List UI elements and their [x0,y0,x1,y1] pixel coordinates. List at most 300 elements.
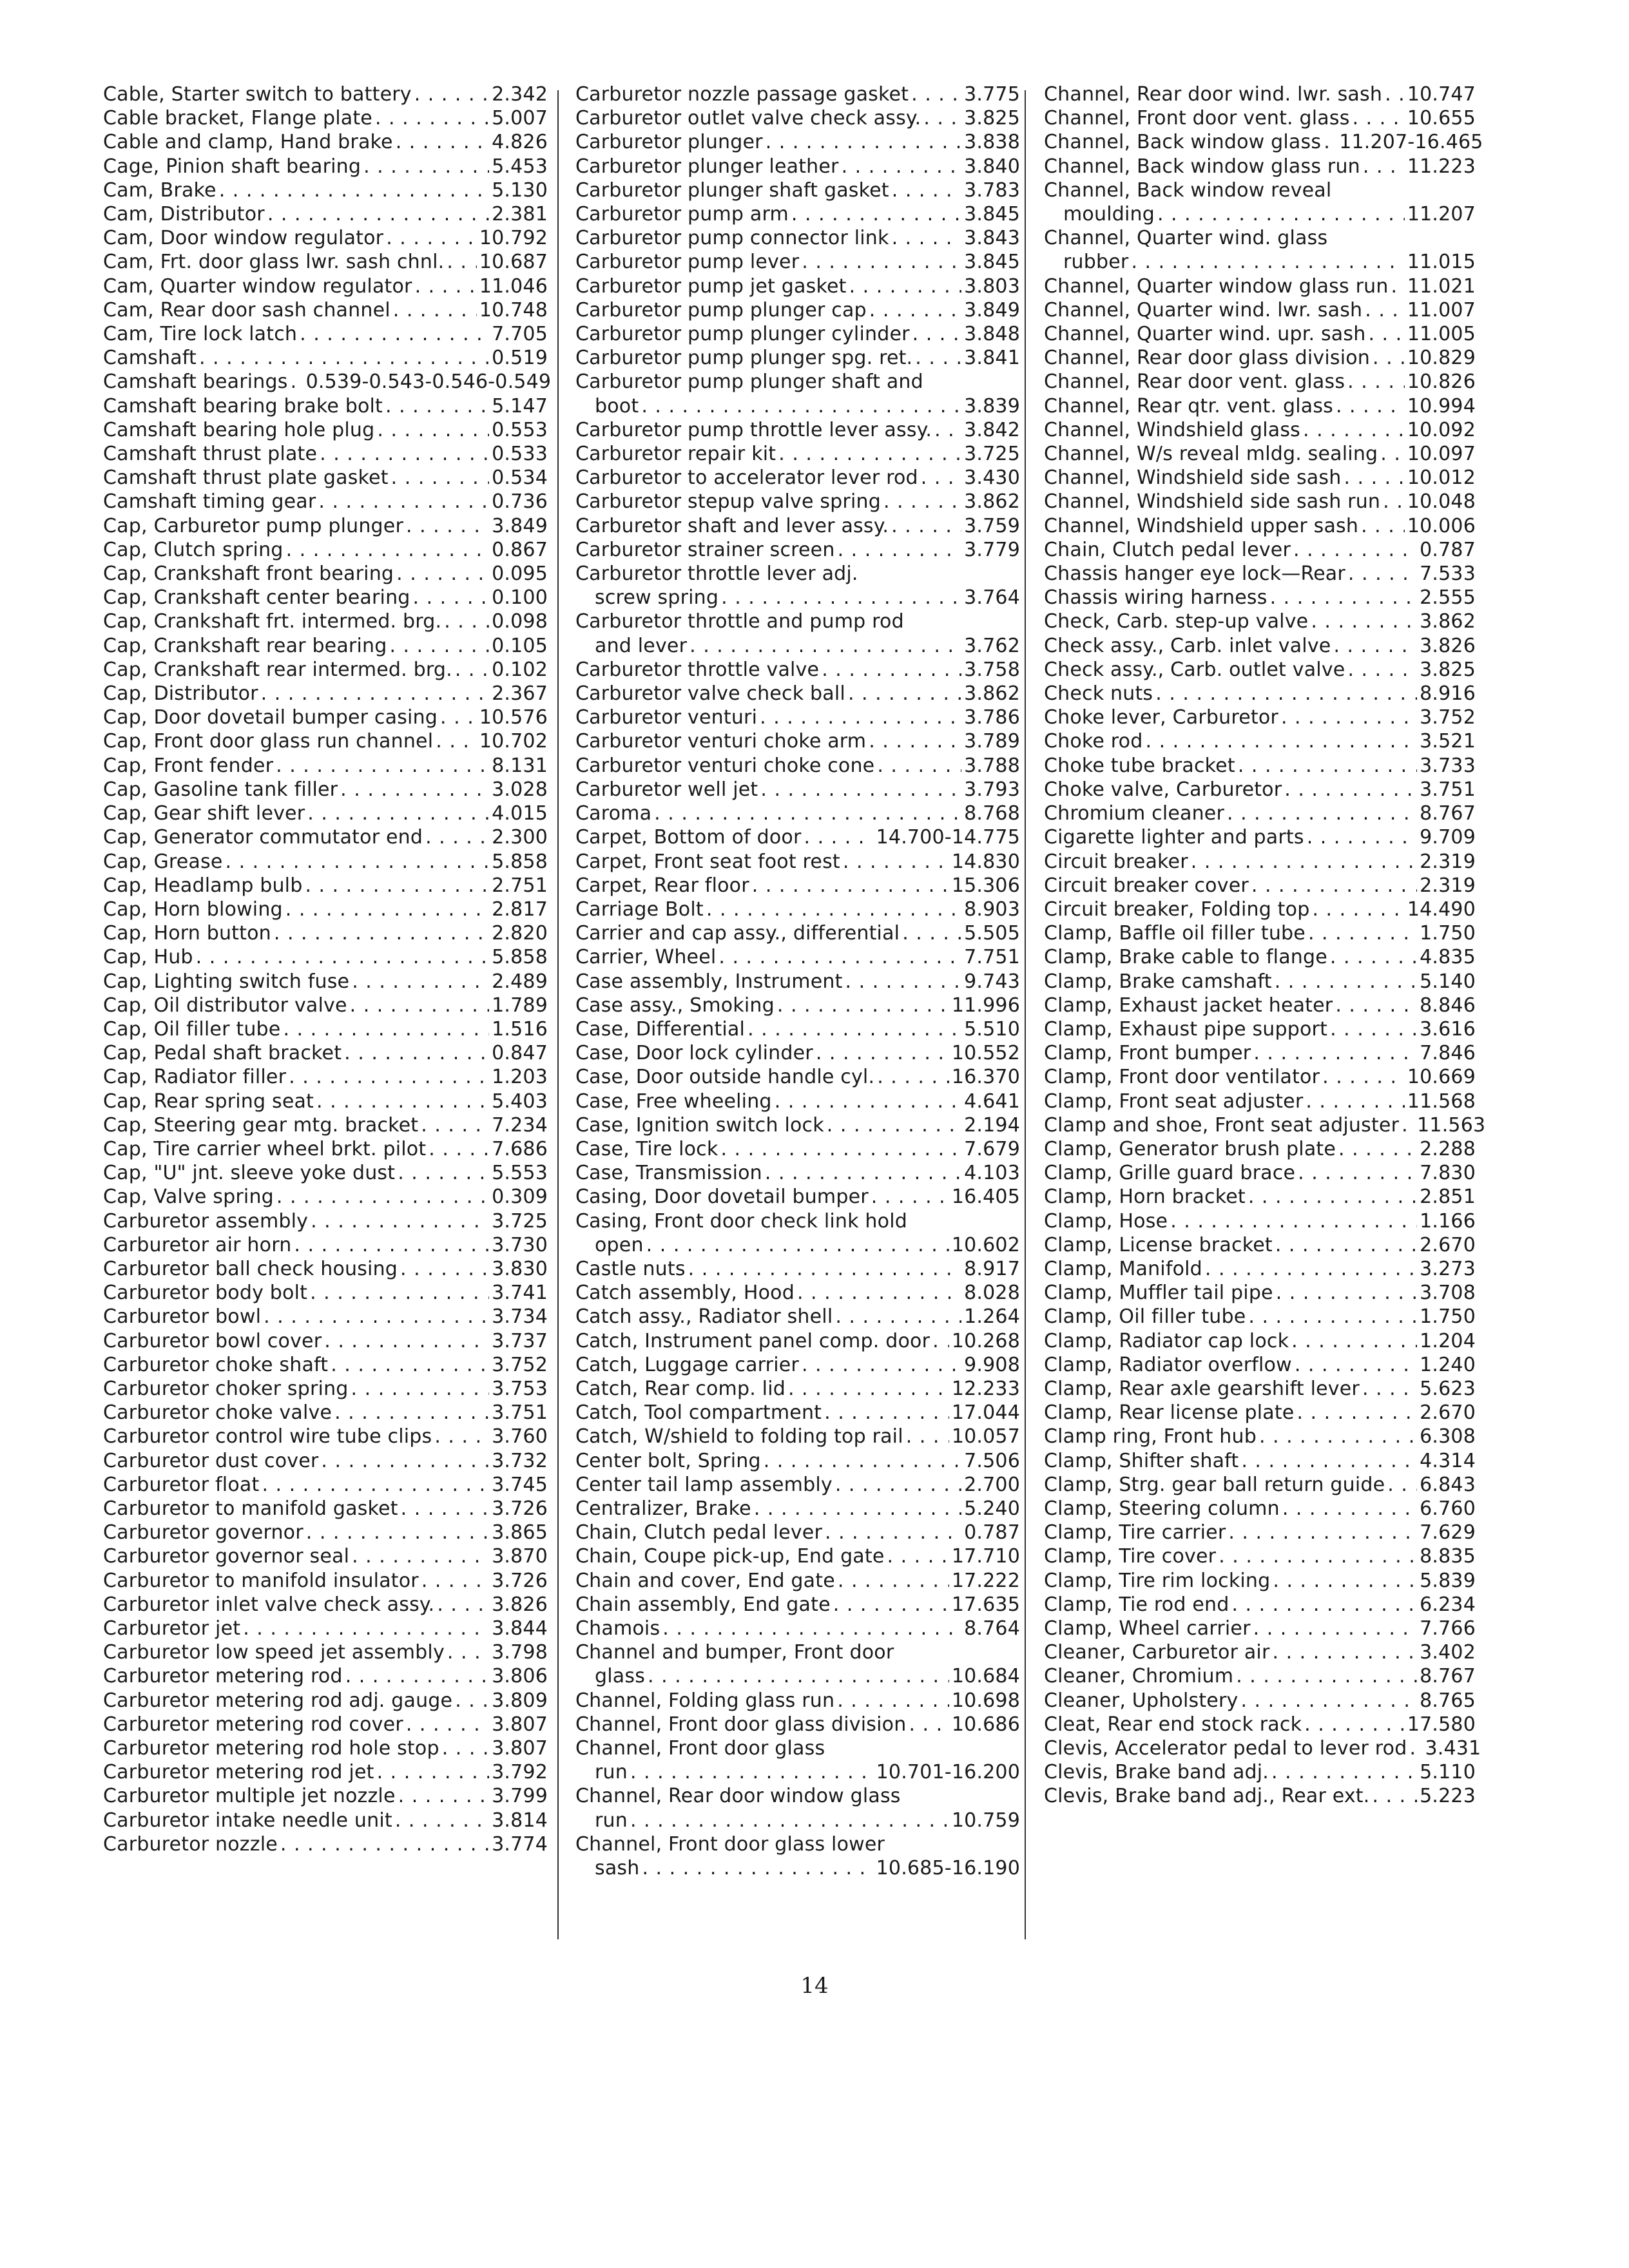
entry-part-number: 10.655 [1407,107,1476,130]
index-entry [1044,825,1476,849]
entry-term: Catch assembly, Hood [575,1282,795,1305]
index-entry [575,562,1020,586]
index-entry [103,1809,548,1832]
entry-term: Carburetor ball check housing [103,1257,398,1280]
entry-term: Chassis wiring harness [1044,586,1268,610]
index-entry [575,250,1020,274]
index-entry [1044,682,1476,706]
dot-leader [306,1521,489,1544]
index-entry [575,1401,1020,1425]
index-entry [103,1521,548,1544]
entry-term: Clamp, Radiator cap lock [1044,1329,1289,1352]
entry-term: boot [595,394,639,418]
entry-part-number: 3.845 [964,251,1020,274]
index-entry [103,1185,548,1209]
entry-term: Chain, Clutch pedal lever [1044,538,1291,561]
dot-leader [1253,1617,1417,1640]
entry-term: Cap, Crankshaft rear intermed. brg. [103,658,452,681]
entry-term: Check, Carb. step-up valve [1044,610,1309,633]
entry-term: Carburetor assembly [103,1209,309,1233]
entry-term: Carburetor choke shaft [103,1353,329,1376]
index-entry [103,538,548,562]
entry-part-number: 3.758 [964,658,1020,681]
entry-part-number: 3.708 [1420,1282,1476,1305]
entry-term: Cam, Rear door sash channel [103,298,390,322]
entry-term: run [595,1809,628,1832]
dot-leader [871,1185,949,1209]
dot-leader [398,1161,489,1185]
dot-leader [1383,490,1405,514]
index-entry [1044,1760,1476,1784]
index-entry [103,130,548,154]
entry-part-number: 3.726 [492,1497,548,1520]
dot-leader [1248,1185,1417,1209]
index-entry [575,466,1020,490]
index-entry [1044,1209,1476,1233]
entry-part-number: 7.830 [1420,1162,1476,1185]
entry-part-number: 17.710 [951,1545,1020,1568]
index-entry [575,970,1020,994]
entry-term: Carburetor plunger shaft gasket [575,178,889,202]
entry-part-number: 10.698 [951,1689,1020,1712]
entry-term: Clamp, Front bumper [1044,1042,1251,1065]
dot-leader [1330,1017,1417,1041]
dot-leader [226,850,490,874]
entry-term: Channel, Front door glass [575,1737,825,1760]
entry-part-number: 7.506 [964,1449,1020,1472]
dot-leader [842,155,962,178]
entry-term: screw spring [595,586,719,610]
entry-term: Cap, Gear shift lever [103,802,305,825]
index-entry [1044,1784,1476,1808]
entry-part-number: 3.841 [964,347,1020,370]
entry-term: Carburetor strainer screen [575,538,835,561]
index-entry [575,825,1020,849]
dot-leader [912,322,961,346]
entry-term: Carburetor venturi [575,706,758,729]
dot-leader [1298,1161,1417,1185]
entry-part-number: 1.203 [492,1066,548,1089]
entry-term: Channel, Windshield glass [1044,418,1301,441]
dot-leader [915,346,961,370]
dot-leader [923,106,961,130]
dot-leader [1295,1353,1417,1377]
dot-leader [324,1329,489,1353]
entry-part-number: 10.829 [1407,347,1476,370]
dot-leader [340,778,489,802]
index-entry [103,874,548,898]
index-entry [103,346,548,370]
entry-term: Cap, Oil distributor valve [103,994,347,1017]
index-entry [575,202,1020,226]
entry-part-number: 8.903 [964,898,1020,921]
entry-term: Chain, Clutch pedal lever [575,1521,823,1544]
entry-part-number: 10.012 [1407,466,1476,490]
entry-term: Chromium cleaner [1044,802,1224,825]
index-entry [575,130,1020,154]
entry-term: Channel, Windshield side sash [1044,466,1342,490]
dot-leader [1336,394,1405,418]
entry-part-number: 10.268 [951,1329,1020,1352]
index-entry [575,1065,1020,1089]
entry-term: Clamp, Exhaust jacket heater [1044,994,1333,1017]
entry-part-number: 10.057 [951,1425,1020,1448]
entry-term: Cam, Quarter window regulator [103,274,412,298]
index-entry [103,1569,548,1593]
entry-term: Cap, Front door glass run channel [103,730,434,753]
entry-part-number: 3.725 [964,443,1020,466]
entry-part-number: 0.553 [492,418,548,441]
entry-term: Choke rod [1044,730,1143,753]
index-entry [575,850,1020,874]
entry-part-number: 2.319 [1420,874,1476,897]
index-entry [103,1209,548,1233]
entry-part-number: 15.306 [951,874,1020,897]
dot-leader [1273,1569,1417,1593]
entry-part-number: 3.732 [492,1449,548,1472]
entry-term: Choke lever, Carburetor [1044,706,1278,729]
entry-term: Carburetor pump connector link [575,227,889,250]
entry-part-number: 10.826 [1407,370,1476,394]
dot-leader [196,945,489,969]
entry-part-number: 4.015 [492,802,548,825]
entry-term: Carburetor low speed jet assembly [103,1641,445,1664]
index-entry [575,945,1020,969]
entry-term: Clamp, Strg. gear ball return guide [1044,1473,1385,1496]
entry-term: Channel, Folding glass run [575,1689,835,1712]
entry-term: Case, Tire lock [575,1137,718,1160]
index-entry [575,1113,1020,1137]
index-entry [103,1305,548,1329]
dot-leader [391,466,489,490]
entry-term: Clamp and shoe, Front seat adjuster [1044,1113,1400,1137]
index-entry [575,274,1020,298]
entry-part-number: 8.028 [964,1282,1020,1305]
entry-term: Clevis, Brake band adj., Rear ext. [1044,1785,1370,1808]
dot-leader [345,1664,489,1688]
dot-leader [267,202,489,226]
dot-leader [1363,155,1405,178]
entry-term: Carburetor throttle valve [575,658,820,681]
dot-leader [845,970,962,994]
index-entry [575,1473,1020,1497]
entry-term: Clamp ring, Front hub [1044,1425,1257,1448]
entry-term: Cleat, Rear end stock rack [1044,1713,1302,1736]
index-entry [1044,442,1476,466]
entry-term: Carburetor body bolt [103,1282,308,1305]
index-entry [103,514,548,538]
entry-term: Cap, Oil filler tube [103,1017,281,1041]
entry-part-number: 11.046 [479,274,548,298]
entry-part-number: 5.510 [964,1017,1020,1041]
entry-part-number: 7.846 [1420,1042,1476,1065]
entry-term: Clamp, Brake cable to flange [1044,946,1327,969]
entry-part-number: 3.849 [964,298,1020,322]
entry-term: Cam, Brake [103,178,217,202]
dot-leader [1333,634,1417,658]
entry-term: Case, Transmission [575,1162,762,1185]
dot-leader [646,1233,949,1257]
index-entry [103,586,548,610]
dot-leader [350,994,489,1017]
index-entry [103,1736,548,1760]
index-entry [575,370,1020,394]
dot-leader [1322,1065,1405,1089]
entry-term: Cam, Frt. door glass lwr. sash chnl. [103,251,445,274]
dot-leader [393,298,477,322]
entry-part-number: 2.342 [492,83,548,106]
index-entry [1044,250,1476,274]
index-entry [575,514,1020,538]
dot-leader [274,921,489,945]
entry-term: Cap, Gasoline tank filler [103,778,338,801]
dot-leader [648,1664,949,1688]
dot-leader [311,1209,489,1233]
index-entry [103,155,548,178]
dot-leader [1276,1281,1417,1305]
index-entry [575,1544,1020,1568]
index-entry [103,322,548,346]
entry-part-number: 0.100 [492,586,548,610]
index-entry [1044,1281,1476,1305]
dot-leader [352,1544,489,1568]
entry-part-number: 11.563 [1417,1113,1486,1137]
dot-leader [869,729,961,753]
entry-part-number: 10.684 [951,1665,1020,1688]
entry-term: open [595,1233,644,1256]
entry-part-number: 4.835 [1420,946,1476,969]
entry-part-number: 3.799 [492,1785,548,1808]
index-entry [1044,706,1476,729]
dot-leader [1308,921,1417,945]
dot-leader [1353,106,1405,130]
dot-leader [641,394,961,418]
dot-leader [906,1425,949,1448]
index-entry [1044,1113,1486,1137]
entry-term: Clamp, Hose [1044,1209,1168,1233]
dot-leader [421,1113,489,1137]
entry-part-number: 0.736 [492,490,548,514]
entry-part-number: 4.314 [1420,1449,1476,1472]
index-entry [1044,874,1476,898]
entry-part-number: 3.825 [964,107,1020,130]
entry-part-number: 6.308 [1420,1425,1476,1448]
entry-part-number: 10.552 [951,1042,1020,1065]
index-entry [103,562,548,586]
entry-part-number: 1.750 [1420,1305,1476,1329]
index-entry [575,155,1020,178]
entry-part-number: 2.367 [492,682,548,706]
dot-leader [406,1713,489,1736]
entry-part-number: 14.700-14.775 [876,826,1020,849]
entry-part-number: 5.858 [492,850,548,873]
entry-part-number: 1.166 [1420,1209,1476,1233]
entry-part-number: 7.751 [964,946,1020,969]
dot-leader [1347,658,1417,682]
entry-term: Clamp, Grille guard brace [1044,1162,1296,1185]
entry-term: Clamp, Tire carrier [1044,1521,1226,1544]
index-entry [103,1473,548,1497]
index-entry [103,370,552,394]
dot-leader [921,466,961,490]
dot-leader [1240,1689,1417,1713]
entry-term: Carburetor venturi choke arm [575,730,867,753]
entry-part-number: 10.092 [1407,418,1476,441]
index-entry [1044,274,1476,298]
entry-part-number: 16.370 [951,1066,1020,1089]
index-entry [103,706,548,729]
entry-term: Cap, Generator commutator end [103,826,423,849]
index-entry [1044,1617,1476,1640]
index-entry [1044,1090,1476,1113]
dot-leader [1191,850,1417,874]
entry-term: Camshaft timing gear [103,490,316,514]
entry-term: Clamp, Wheel carrier [1044,1617,1251,1640]
entry-part-number: 0.847 [492,1042,548,1065]
entry-term: Carburetor valve check ball [575,682,845,706]
dot-leader [909,1713,949,1736]
dot-leader [219,178,489,202]
entry-term: Center bolt, Spring [575,1449,761,1472]
entry-part-number: 1.789 [492,994,548,1017]
entry-part-number: 11.207-16.465 [1339,131,1483,154]
index-entry [1044,106,1476,130]
dot-leader [1330,945,1417,969]
index-entry [1044,586,1476,610]
entry-part-number: 3.775 [964,83,1020,106]
entry-part-number: 3.273 [1420,1257,1476,1280]
entry-part-number: 3.783 [964,178,1020,202]
entry-part-number: 11.207 [1407,203,1476,226]
entry-part-number: 1.240 [1420,1353,1476,1376]
entry-term: Carpet, Front seat foot rest [575,850,840,873]
index-entry [575,1233,1020,1257]
entry-part-number: 2.700 [964,1473,1020,1496]
entry-term: Clamp, Rear axle gearshift lever [1044,1377,1360,1400]
index-entry [575,921,1020,945]
entry-term: Carburetor float [103,1473,260,1496]
index-entry [1044,778,1476,802]
entry-part-number: 10.702 [479,730,548,753]
dot-leader [778,442,961,466]
entry-part-number: 3.825 [1420,658,1476,681]
index-entry [1044,945,1476,969]
entry-term: Chain assembly, End gate [575,1593,831,1616]
dot-leader [877,1065,949,1089]
index-entry [1044,754,1476,778]
entry-term: Carburetor metering rod [103,1665,343,1688]
entry-part-number: 3.759 [964,514,1020,537]
index-entry [103,274,548,298]
entry-part-number: 3.844 [492,1617,548,1640]
dot-leader [421,1569,489,1593]
index-entry [103,850,548,874]
index-entry [103,106,548,130]
dot-leader [385,394,489,418]
entry-term: Cleaner, Chromium [1044,1665,1234,1688]
entry-term: sash [595,1857,640,1880]
dot-leader [442,1736,489,1760]
entry-term: Choke valve, Carburetor [1044,778,1282,801]
entry-part-number: 10.006 [1407,514,1476,537]
entry-part-number: 1.264 [964,1305,1020,1329]
entry-term: Carburetor stepup valve spring [575,490,881,514]
entry-term: Cable and clamp, Hand brake [103,131,393,154]
entry-term: Carburetor governor [103,1521,304,1544]
entry-term: Cage, Pinion shaft bearing [103,155,361,178]
dot-leader [835,1473,961,1497]
dot-leader [1347,370,1405,394]
index-entry [1044,1425,1476,1448]
dot-leader [398,1784,489,1808]
index-entry [575,1377,1020,1401]
entry-part-number: 3.840 [964,155,1020,178]
entry-part-number: 11.015 [1407,251,1476,274]
index-entry [103,658,548,682]
entry-part-number: 3.737 [492,1329,548,1352]
entry-part-number: 5.147 [492,394,548,418]
entry-part-number: 9.908 [964,1353,1020,1376]
dot-leader [377,418,489,442]
entry-term: Carburetor choke valve [103,1401,333,1425]
dot-leader [760,778,961,802]
entry-part-number: 2.555 [1420,586,1476,610]
entry-term: Carburetor pump plunger cap [575,298,867,322]
entry-term: Camshaft bearing hole plug [103,418,375,441]
dot-leader [415,274,477,298]
entry-term: Cap, Radiator filler [103,1066,287,1089]
entry-term: Catch, Instrument panel comp. door [575,1329,930,1352]
entry-part-number: 0.534 [492,466,548,490]
entry-part-number: 7.766 [1420,1617,1476,1640]
dot-leader [838,538,962,562]
entry-term: Clamp, Oil filler tube [1044,1305,1246,1329]
entry-term: Clamp, Rear license plate [1044,1401,1295,1425]
index-entry [1044,1544,1476,1568]
entry-term: Clamp, Front seat adjuster [1044,1090,1304,1113]
entry-part-number: 2.817 [492,898,548,921]
dot-leader [375,106,489,130]
entry-term: Cap, Crankshaft frt. intermed. brg. [103,610,442,633]
index-entry [103,1090,548,1113]
entry-part-number: 3.762 [964,634,1020,657]
index-entry [103,1713,548,1736]
index-entry [1044,322,1476,346]
entry-part-number: 3.734 [492,1305,548,1329]
index-entry [575,898,1020,921]
dot-leader [406,514,489,538]
entry-part-number: 2.670 [1420,1233,1476,1256]
entry-part-number: 16.405 [951,1186,1020,1209]
entry-term: Check nuts [1044,682,1153,706]
index-entry [103,1760,548,1784]
entry-term: Cleaner, Carburetor air [1044,1641,1270,1664]
entry-term: Carburetor metering rod cover [103,1713,403,1736]
index-entry [1044,370,1476,394]
index-entry [1044,1377,1476,1401]
index-entry [1044,1401,1476,1425]
index-entry [575,322,1020,346]
dot-leader [1157,202,1405,226]
dot-leader [447,1640,489,1664]
dot-leader [706,898,961,921]
index-entry [1044,82,1476,106]
entry-term: Casing, Front door check link hold [575,1209,907,1233]
dot-leader [1311,610,1417,633]
entry-term: Cap, Lighting switch fuse [103,970,350,993]
entry-part-number: 0.539-0.543-0.546-0.549 [305,370,552,394]
entry-part-number: 3.793 [964,778,1020,801]
